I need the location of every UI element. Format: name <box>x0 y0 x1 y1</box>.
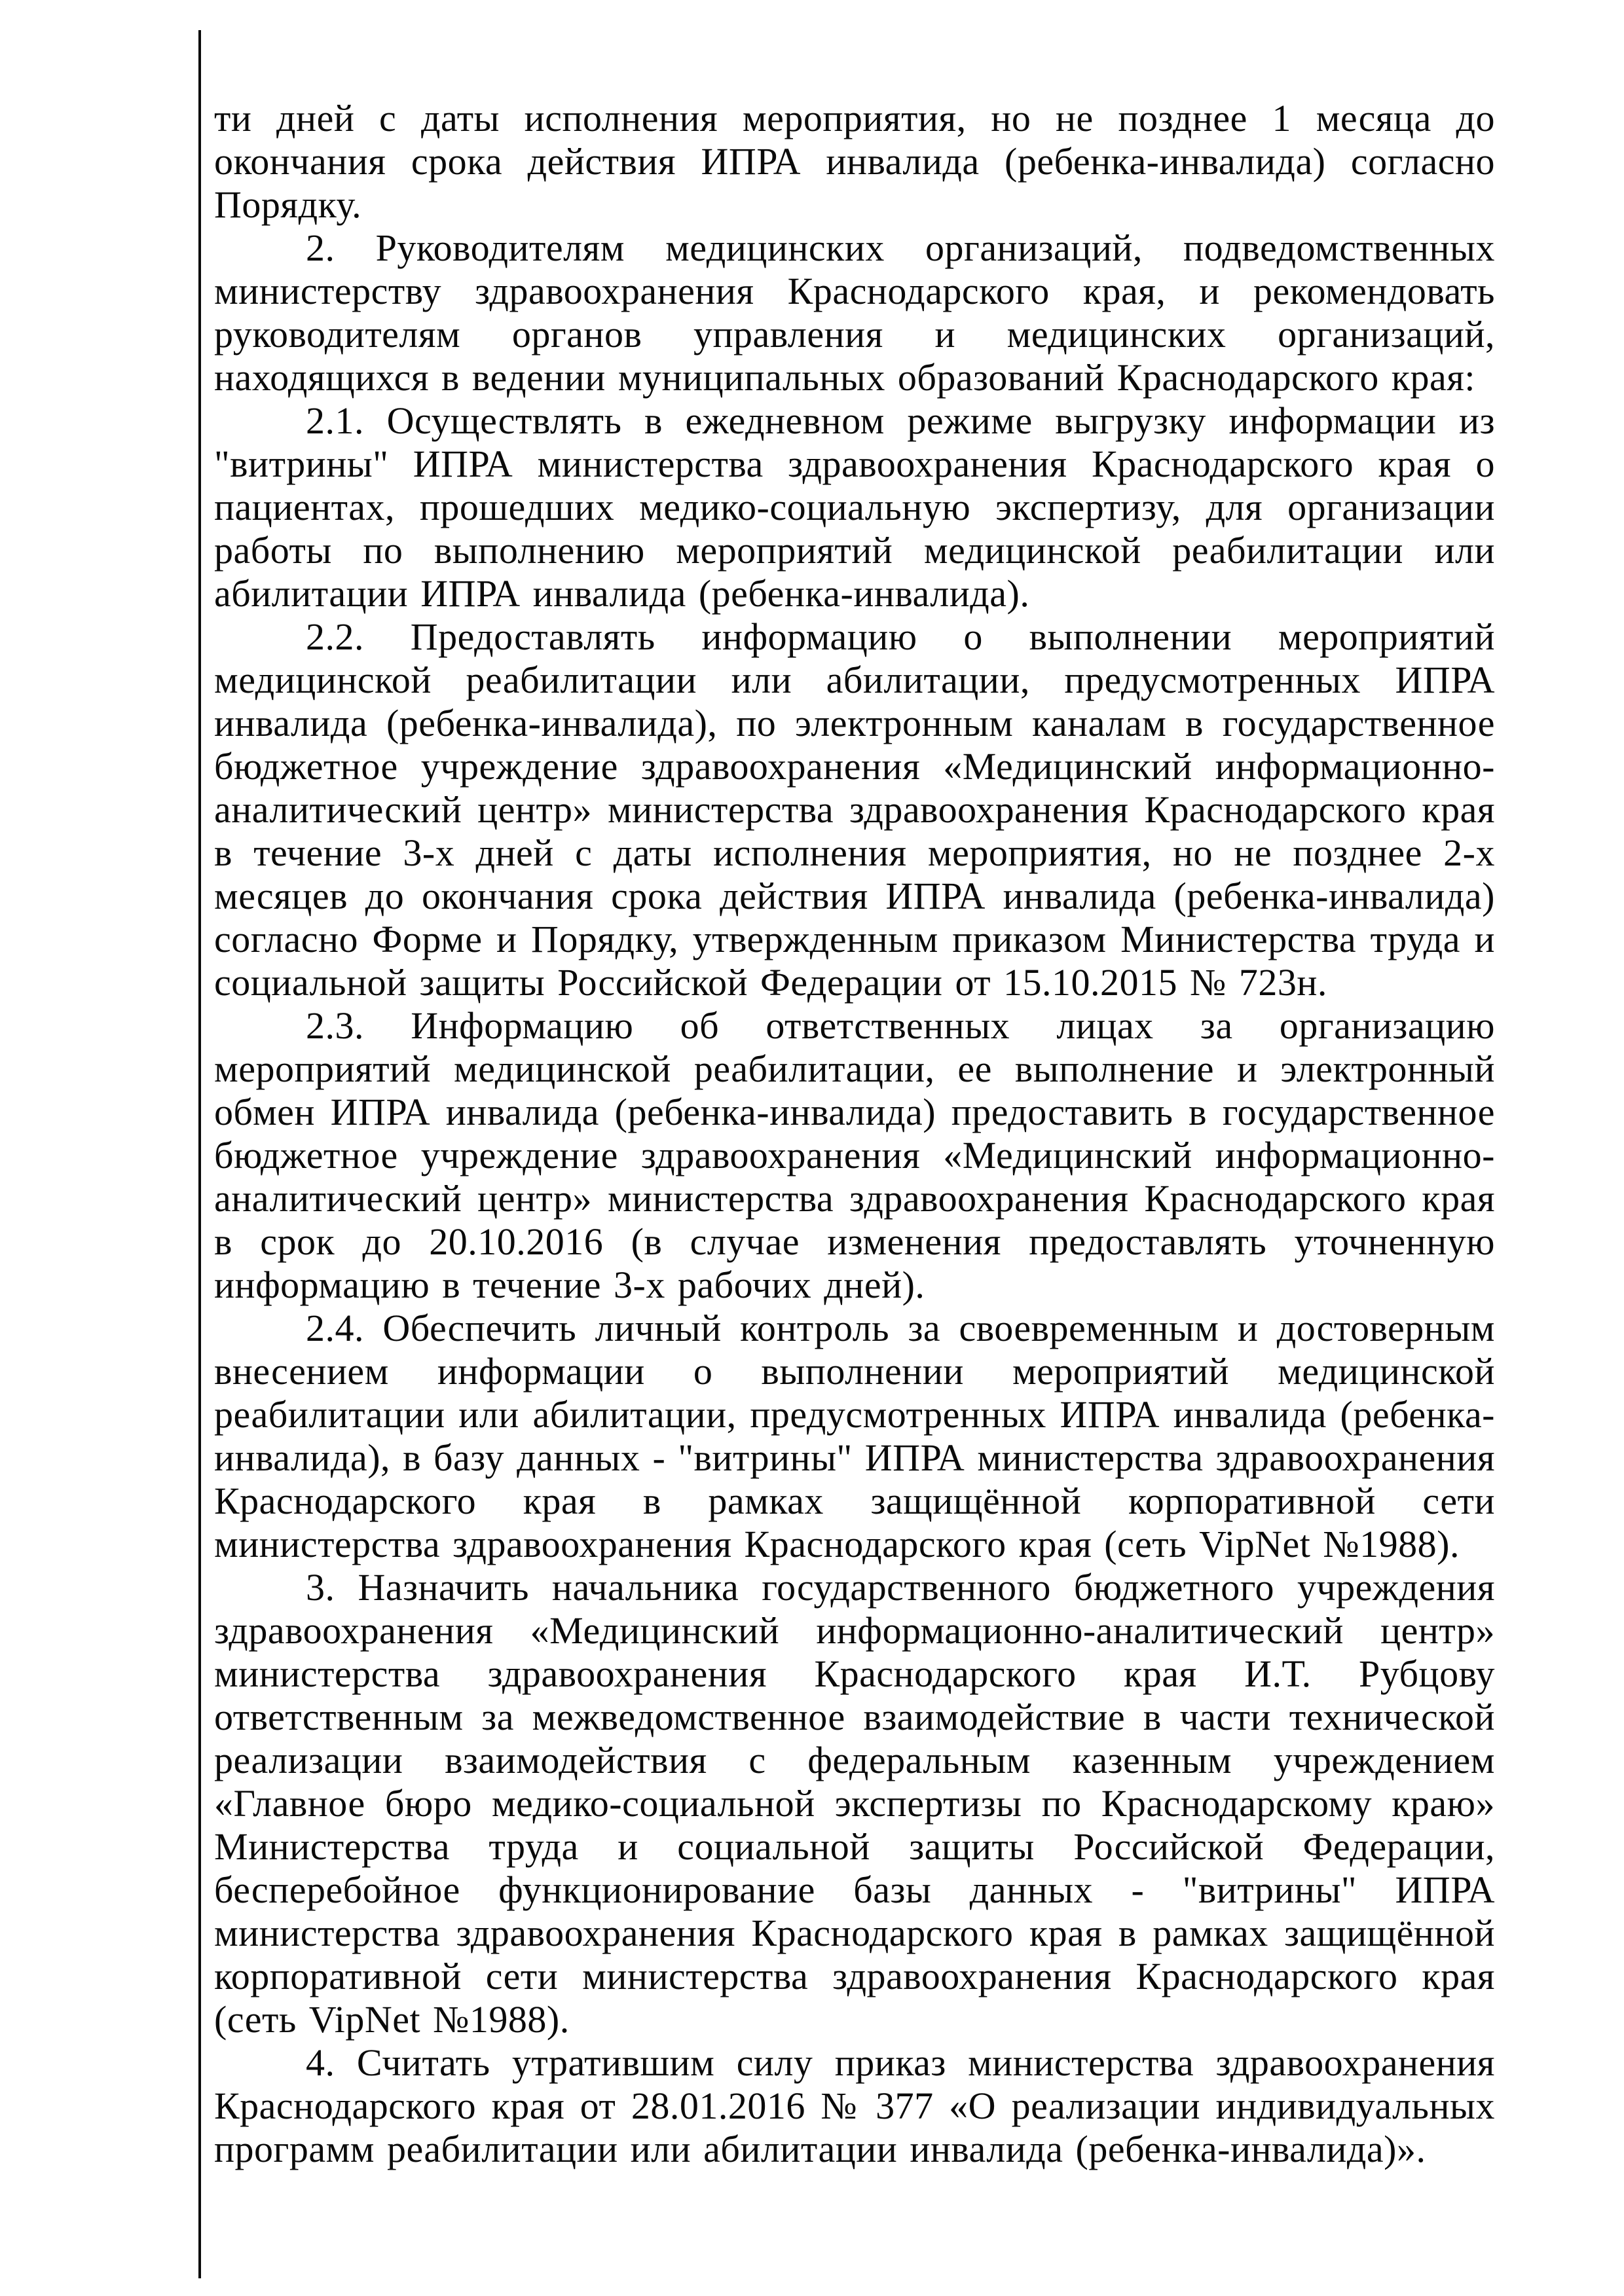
paragraph-item-4: 4. Считать утратившим силу приказ министерства здравоохранения Краснодарского края от 28.01.2016 № 377 «О реализации индивидуальных программ реабилитации или абилитации инвалида (ребенка-инвалида)». <box>214 2041 1495 2170</box>
paragraph-item-2: 2. Руководителям медицинских организаций, подведомственных министерству здравоохранения Краснодарского края, и рекомендовать руководителям органов управления и медицинских организаций, находящихся в ведении муниципальных образований Краснодарского края: <box>214 227 1495 399</box>
paragraph-continuation: ти дней с даты исполнения мероприятия, но не позднее 1 месяца до окончания срока действия ИПРА инвалида (ребенка-инвалида) согласно Порядку. <box>214 97 1495 226</box>
paragraph-item-2-4: 2.4. Обеспечить личный контроль за своевременным и достоверным внесением информации о выполнении мероприятий медицинской реабилитации или абилитации, предусмотренных ИПРА инвалида (ребенка-инвалида), в базу данных - "витрины" ИПРА министерства здравоохранения Краснодарского края в рамках защищённой корпоративной сети министерства здравоохранения Краснодарского края (сеть VipNet №1988). <box>214 1307 1495 1565</box>
left-margin-rule <box>198 30 201 2278</box>
paragraph-item-3: 3. Назначить начальника государственного бюджетного учреждения здравоохранения «Медицинский информационно-аналитический центр» министерства здравоохранения Краснодарского края И.Т. Рубцову ответственным за межведомственное взаимодействие в части технической реализации взаимодействия с федеральным казенным учреждением «Главное бюро медико-социальной экспертизы по Краснодарскому краю» Министерства труда и социальной защиты Российской Федерации, бесперебойное функционирование базы данных - "витрины" ИПРА министерства здравоохранения Краснодарского края в рамках защищённой корпоративной сети министерства здравоохранения Краснодарского края (сеть VipNet №1988). <box>214 1566 1495 2041</box>
document-text-block <box>214 97 1495 2171</box>
paragraph-item-2-2: 2.2. Предоставлять информацию о выполнении мероприятий медицинской реабилитации или абилитации, предусмотренных ИПРА инвалида (ребенка-инвалида), по электронным каналам в государственное бюджетное учреждение здравоохранения «Медицинский информационно-аналитический центр» министерства здравоохранения Краснодарского края в течение 3-х дней с даты исполнения мероприятия, но не позднее 2-х месяцев до окончания срока действия ИПРА инвалида (ребенка-инвалида) согласно Форме и Порядку, утвержденным приказом Министерства труда и социальной защиты Российской Федерации от 15.10.2015 № 723н. <box>214 615 1495 1004</box>
paragraph-item-2-1: 2.1. Осуществлять в ежедневном режиме выгрузку информации из "витрины" ИПРА министерства здравоохранения Краснодарского края о пациентах, прошедших медико-социальную экспертизу, для организации работы по выполнению мероприятий медицинской реабилитации или абилитации ИПРА инвалида (ребенка-инвалида). <box>214 399 1495 615</box>
paragraph-item-2-3: 2.3. Информацию об ответственных лицах за организацию мероприятий медицинской реабилитации, ее выполнение и электронный обмен ИПРА инвалида (ребенка-инвалида) предоставить в государственное бюджетное учреждение здравоохранения «Медицинский информационно-аналитический центр» министерства здравоохранения Краснодарского края в срок до 20.10.2016 (в случае изменения предоставлять уточненную информацию в течение 3-х рабочих дней). <box>214 1004 1495 1306</box>
